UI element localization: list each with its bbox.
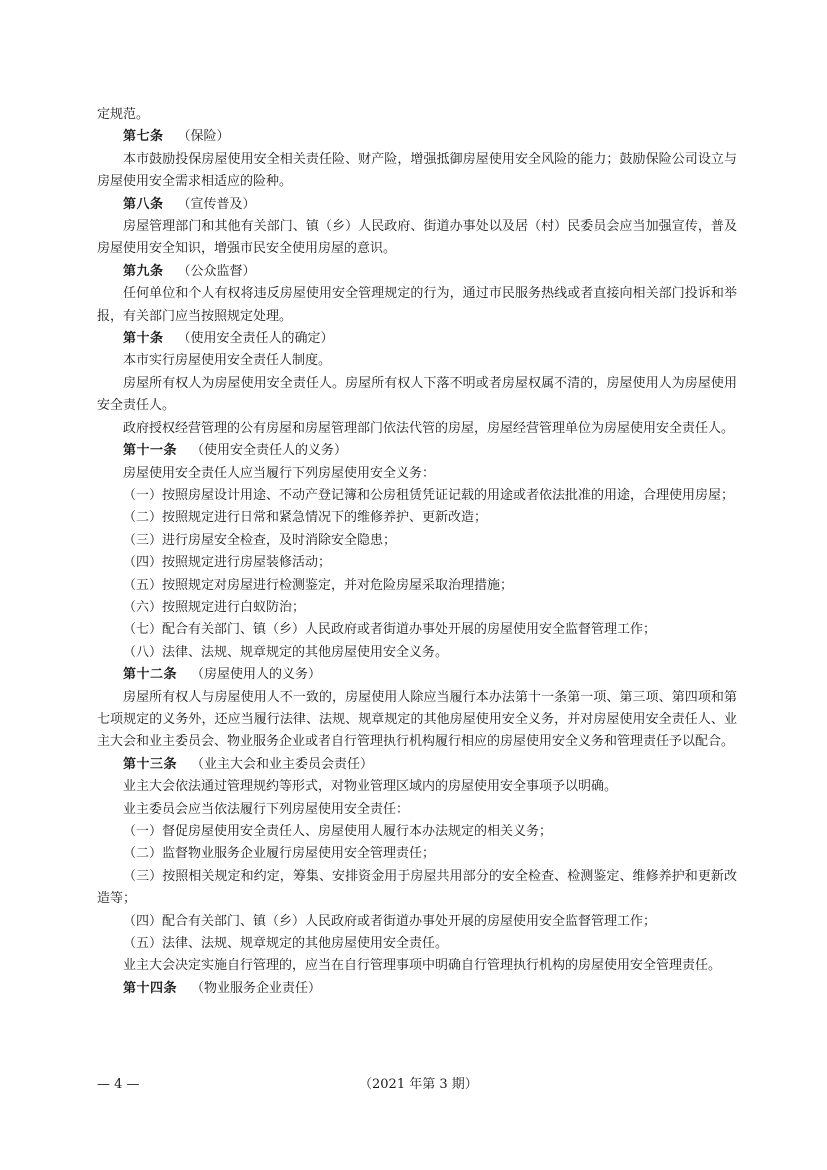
article-7 — [97, 126, 737, 148]
paragraph: 定规范。 — [97, 107, 150, 122]
paragraph: 本市鼓励投保房屋使用安全相关责任险、财产险，增强抵御房屋使用安全风险的能力；鼓励保险公司设立与房屋使用安全需求相适应的险种。 — [97, 151, 737, 190]
article-number: 第九条 — [123, 263, 164, 279]
page-number: — 4 — — [97, 1077, 140, 1092]
list-item: （七）配合有关部门、镇（乡）人民政府或者街道办事处开展的房屋使用安全监督管理工作； — [123, 622, 657, 638]
article-heading: （宣传普及） — [177, 196, 256, 212]
article-8 — [97, 194, 737, 216]
article-14 — [97, 978, 737, 1000]
article-heading: （房屋使用人的义务） — [191, 667, 322, 683]
article-13 — [97, 754, 737, 776]
article-heading: （物业服务企业责任） — [191, 980, 322, 996]
list-item: （四）配合有关部门、镇（乡）人民政府或者街道办事处开展的房屋使用安全监督管理工作； — [123, 913, 657, 929]
article-heading: （业主大会和业主委员会责任） — [191, 756, 374, 772]
article-11 — [97, 440, 737, 462]
article-10 — [97, 328, 737, 350]
article-number: 第七条 — [123, 129, 164, 145]
list-item: （四）按照规定进行房屋装修活动； — [123, 555, 332, 571]
paragraph: 政府授权经营管理的公有房屋和房屋管理部门依法代管的房屋，房屋经营管理单位为房屋使用安全责任人。 — [123, 420, 735, 436]
list-item: （一）按照房屋设计用途、不动产登记簿和公房租赁凭证记载的用途或者依法批准的用途，合理使用房屋； — [123, 487, 735, 503]
paragraph: 房屋管理部门和其他有关部门、镇（乡）人民政府、街道办事处以及居（村）民委员会应当加强宣传，普及房屋使用安全知识，增强市民安全使用房屋的意识。 — [97, 219, 737, 257]
list-item: （二）监督物业服务企业履行房屋使用安全管理责任； — [123, 846, 436, 862]
article-9 — [97, 261, 737, 283]
paragraph: 业主委员会应当依法履行下列房屋使用安全责任： — [123, 801, 410, 817]
list-item: （五）法律、法规、规章规定的其他房屋使用安全责任。 — [123, 936, 449, 952]
article-number: 第十条 — [123, 331, 164, 347]
article-heading: （公众监督） — [177, 263, 256, 279]
paragraph: 任何单位和个人有权将违反房屋使用安全管理规定的行为，通过市民服务热线或者直接向相关部门投诉和举报，有关部门应当按照规定处理。 — [97, 286, 737, 324]
list-item: （二）按照规定进行日常和紧急情况下的维修养护、更新改造； — [123, 510, 488, 526]
list-item: （八）法律、法规、规章规定的其他房屋使用安全义务。 — [123, 644, 449, 660]
article-number: 第十一条 — [123, 443, 178, 459]
list-item: （三）按照相关规定和约定，筹集、安排资金用于房屋共用部分的安全检查、检测鉴定、维修养护和更新改造等； — [97, 868, 737, 907]
article-number: 第十二条 — [123, 667, 178, 683]
list-item: （五）按照规定对房屋进行检测鉴定，并对危险房屋采取治理措施； — [123, 577, 514, 593]
list-item: （一）督促房屋使用安全责任人、房屋使用人履行本办法规定的相关义务； — [123, 824, 553, 839]
paragraph: 本市实行房屋使用安全责任人制度。 — [123, 353, 332, 369]
paragraph: 业主大会依法通过管理规约等形式，对物业管理区域内的房屋使用安全事项予以明确。 — [123, 779, 618, 795]
list-item: （六）按照规定进行白蚁防治； — [123, 599, 306, 615]
issue-label: （2021 年第 3 期） — [359, 1077, 478, 1092]
article-12 — [97, 664, 737, 686]
article-number: 第八条 — [123, 196, 164, 212]
document-body — [97, 104, 737, 1000]
page-footer — [97, 1074, 737, 1096]
paragraph: 房屋所有权人为房屋使用安全责任人。房屋所有权人下落不明或者房屋权属不清的，房屋使用人为房屋使用安全责任人。 — [97, 375, 737, 414]
article-heading: （保险） — [177, 129, 230, 145]
list-item: （三）进行房屋安全检查，及时消除安全隐患； — [123, 532, 397, 548]
article-heading: （使用安全责任人的义务） — [191, 443, 348, 459]
article-number: 第十三条 — [123, 756, 178, 772]
paragraph: 房屋所有权人与房屋使用人不一致的，房屋使用人除应当履行本办法第十一条第一项、第三项、第四项和第七项规定的义务外，还应当履行法律、法规、规章规定的其他房屋使用安全义务，并对房屋使用安全责任人、业主大会和业主委员会、物业服务企业或者自行管理执行机构履行相应的房屋使用安全义务和管理责任予以配合。 — [97, 689, 737, 750]
paragraph: 业主大会决定实施自行管理的，应当在自行管理事项中明确自行管理执行机构的房屋使用安全管理责任。 — [123, 958, 722, 974]
paragraph: 房屋使用安全责任人应当履行下列房屋使用安全义务： — [123, 465, 436, 481]
article-heading: （使用安全责任人的确定） — [177, 331, 334, 347]
article-number: 第十四条 — [123, 980, 178, 996]
